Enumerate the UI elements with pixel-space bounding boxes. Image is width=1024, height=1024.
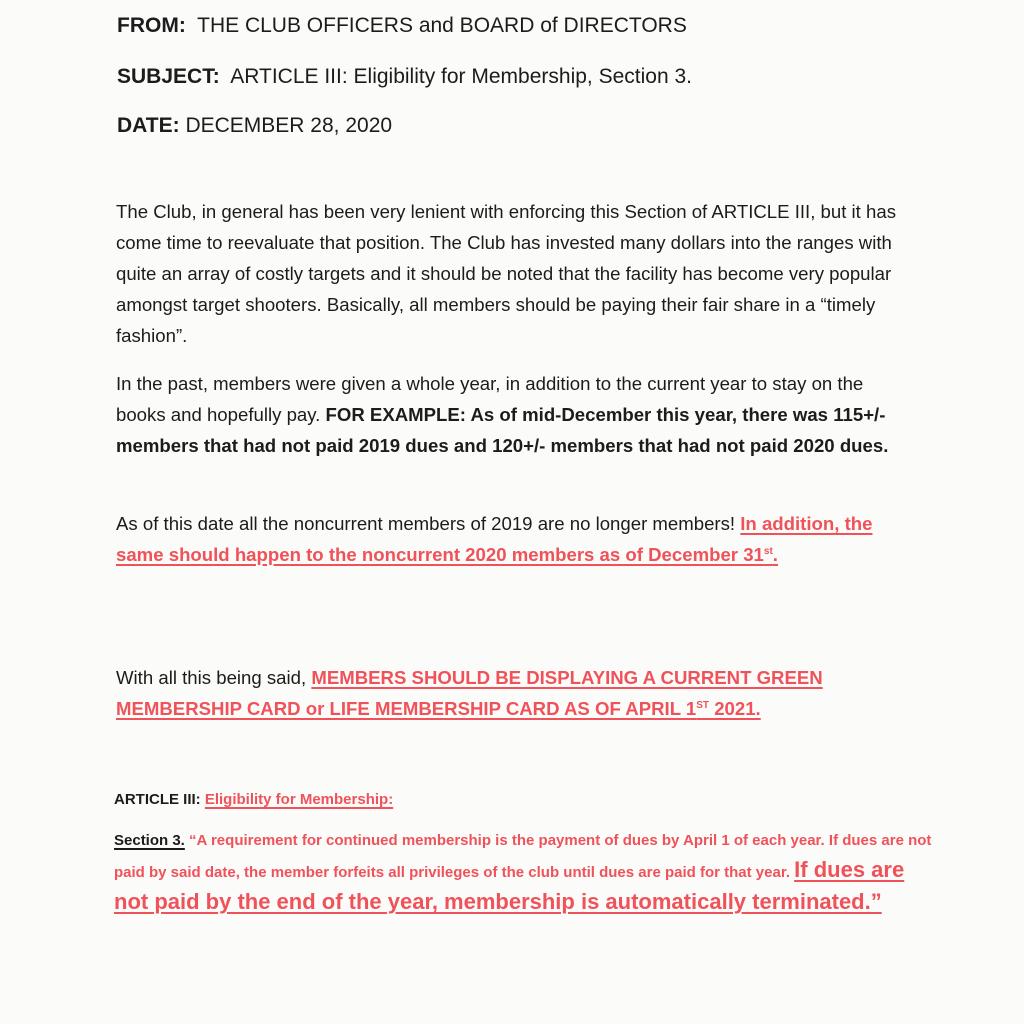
paragraph-leniency-text: The Club, in general has been very lenient with enforcing this Section of ARTICLE III, but it has come time to reevaluate that position. The Club has invested many dollars into the ranges with quite an array of costly targets and it should be noted that the facility has become very popular amongst target shooters. Basically, all members should be paying their fair share in a “timely fashion”. [116,201,896,346]
noncurrent-red-sup: st [763,545,773,557]
noncurrent-red-end: . [772,544,778,565]
card-red-text: MEMBERS SHOULD BE DISPLAYING A CURRENT GREEN MEMBERSHIP CARD or LIFE MEMBERSHIP CARD AS OF APRIL 1 [116,667,823,719]
card-red-sup: ST [696,699,710,711]
paragraph-noncurrent [116,508,916,570]
date-value: DECEMBER 28, 2020 [185,114,393,137]
article-heading [114,785,944,814]
paragraph-past-practice [116,368,916,461]
section-quote [114,826,944,919]
paragraph-card-requirement [116,662,916,724]
paragraph-past-example: FOR EXAMPLE: As of mid-December this year, there was 115+/- members that had not paid 2019 dues and 120+/- members that had not paid 2020 dues. [116,404,889,456]
article-label: ARTICLE III: [114,791,201,808]
article-title: Eligibility for Membership: [204,791,394,808]
section-text: “A requirement for continued membership is the payment of dues by April 1 of each year. If dues are not paid by said date, the member forfeits all privileges of the club until dues are paid for that year. [114,832,932,881]
section-label: Section 3. [114,832,185,849]
paragraph-noncurrent-intro: As of this date all the noncurrent members of 2019 are no longer members! [116,513,736,534]
paragraph-card-intro: With all this being said, [116,667,307,688]
from-value: THE CLUB OFFICERS and BOARD of DIRECTORS [197,14,687,37]
card-red-end: 2021. [709,698,761,719]
subject-line [117,64,692,90]
section-termination: If dues are not paid by the end of the year, membership is automatically terminated.” [114,857,905,914]
from-line [117,13,687,39]
subject-value: ARTICLE III: Eligibility for Membership, Section 3. [230,65,692,88]
from-label: FROM: [117,14,186,37]
noncurrent-red-text: In addition, the same should happen to the noncurrent 2020 members as of December 31 [116,513,873,565]
date-label: DATE: [117,114,180,137]
paragraph-leniency [116,196,916,351]
subject-label: SUBJECT: [117,65,220,88]
date-line [117,113,392,139]
paragraph-past-intro: In the past, members were given a whole year, in addition to the current year to stay on the books and hopefully pay. [116,373,864,425]
